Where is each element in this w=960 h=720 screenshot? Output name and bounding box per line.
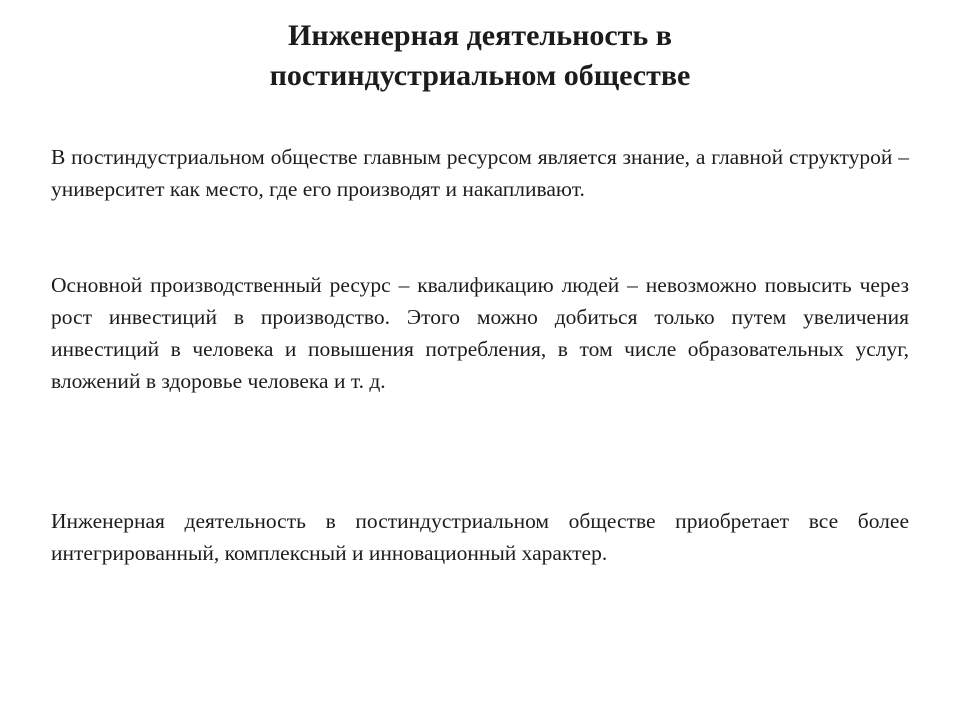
paragraph-engineering-character: Инженерная деятельность в постиндустриальном обществе приобретает все более интегрированный, комплексный и инновационный характер. — [51, 509, 909, 565]
slide-title — [80, 16, 880, 96]
slide-title-line-2: постиндустриальном обществе — [269, 59, 691, 92]
paragraph-knowledge-resource: В постиндустриальном обществе главным ресурсом является знание, а главной структурой – университет как место, где его производят и накапливают. — [51, 145, 909, 201]
paragraph-human-qualification: Основной производственный ресурс – квалификацию людей – невозможно повысить через рост инвестиций в производство. Этого можно добиться только путем увеличения инвестиций в человека и повышения потребления, в том числе образовательных услуг, вложений в здоровье человека и т. д. — [51, 273, 909, 393]
slide-title-line-1: Инженерная деятельность в — [288, 19, 672, 52]
